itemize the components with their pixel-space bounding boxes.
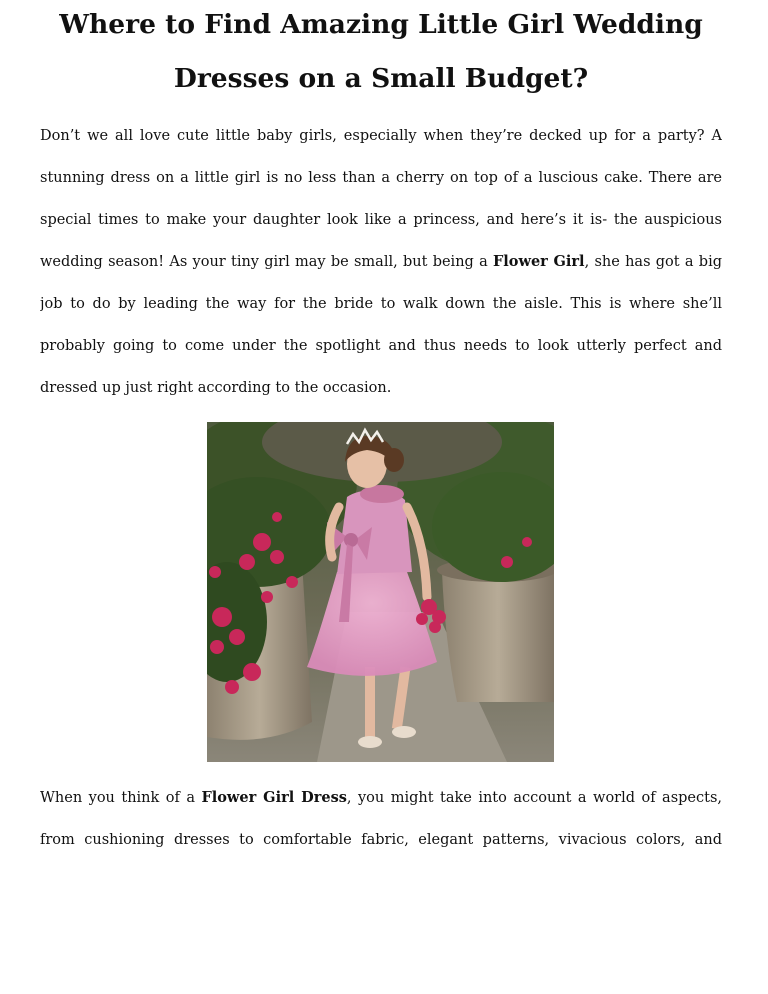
page-title-line-2: Dresses on a Small Budget?: [173, 63, 589, 94]
text-run: , she has got a big: [584, 254, 722, 270]
paragraph-flower-girl-dress: [40, 777, 722, 861]
paragraph-intro: [40, 115, 722, 409]
text-run: When you think of a: [40, 790, 202, 806]
paragraph-line: special times to make your daughter look like a princess, and here’s it is- the auspicious: [40, 212, 722, 228]
paragraph-line: probably going to come under the spotlight and thus needs to look utterly perfect and: [40, 338, 722, 354]
paragraph-line: dressed up just right according to the occasion.: [40, 380, 392, 396]
text-run: wedding season! As your tiny girl may be small, but being a: [40, 254, 493, 270]
flower-girl-photo: [207, 422, 554, 762]
paragraph-line: [40, 241, 722, 283]
paragraph-line: stunning dress on a little girl is no less than a cherry on top of a luscious cake. There are: [40, 170, 722, 186]
paragraph-line: Don’t we all love cute little baby girls, especially when they’re decked up for a party? A: [40, 128, 722, 144]
paragraph-line: from cushioning dresses to comfortable fabric, elegant patterns, vivacious colors, and: [40, 832, 722, 848]
paragraph-line: job to do by leading the way for the bride to walk down the aisle. This is where she’ll: [40, 296, 722, 312]
page-title-line-1: Where to Find Amazing Little Girl Wedding: [59, 9, 703, 40]
bold-term-flower-girl: Flower Girl: [493, 253, 585, 270]
text-run: , you might take into account a world of aspects,: [346, 790, 722, 806]
paragraph-line: [40, 777, 722, 819]
bold-term-flower-girl-dress: Flower Girl Dress: [201, 789, 347, 806]
